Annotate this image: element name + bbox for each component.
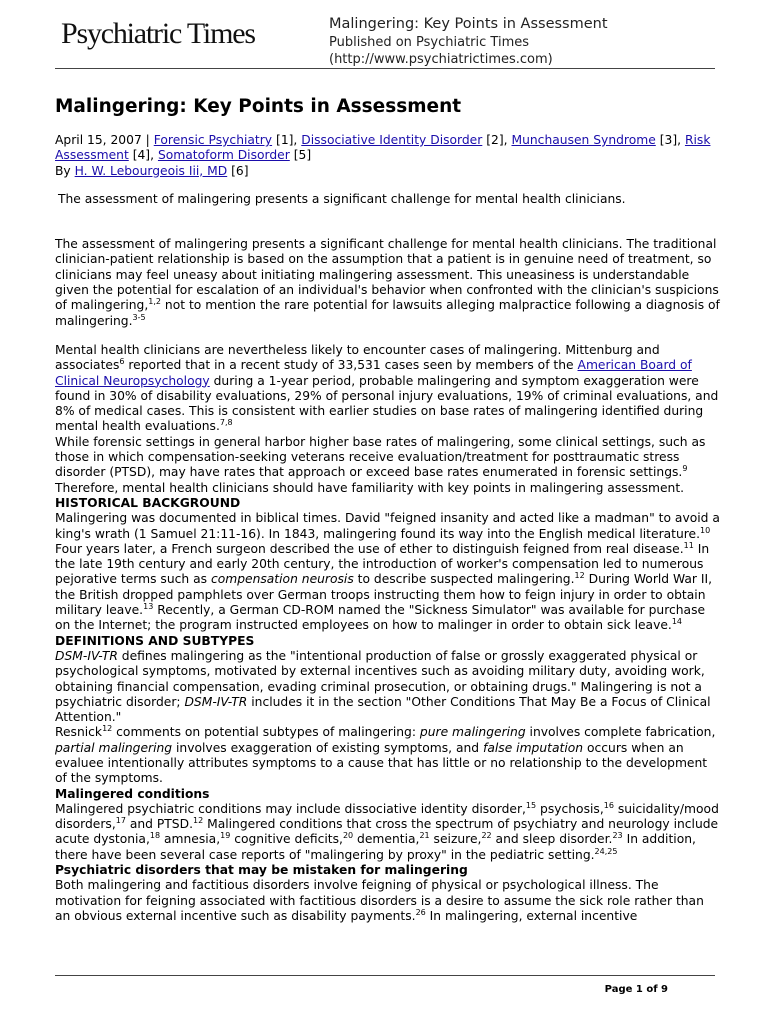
header-title: Malingering: Key Points in Assessment — [329, 16, 608, 32]
category-link-forensic-psychiatry[interactable]: Forensic Psychiatry — [153, 133, 273, 147]
citation: 18 — [149, 831, 161, 841]
body-paragraph: Malingered psychiatric conditions may include dissociative identity disorder,$^{15}$ psychosis,$^{16}$ suicidality/mood disorders,$^{17}$ and PTSD.$^{12}$ Malingered conditions that cross the spectrum of psychiatry and neurology include acute dystonia,$^{18}$ amnesia,$^{19}$ cognitive deficits,$^{20}$ dementia,$^{21}$ seizure,$^{22}$ and sleep disorder.$^{23}$ In addition, there have been several case reports of "malingering by proxy" in the pediatric setting.$^{24,25}$ — [55, 800, 719, 862]
citation: 22 — [481, 831, 492, 841]
site-logo: Psychiatric Times — [61, 17, 255, 50]
citation: 14 — [671, 617, 683, 627]
category-link-munchausen-syndrome[interactable]: Munchausen Syndrome — [511, 133, 656, 147]
category-ref: [4], — [132, 148, 155, 163]
citation: 12 — [192, 816, 204, 826]
body-paragraph: While forensic settings in general harbor higher base rates of malingering, some clinical settings, such as those in which compensation-seeking veterans receive evaluation/treatment for posttraumatic stress disorder (PTSD), may have rates that approach or exceed base rates enumerated in forensic settings.$^9$ Therefore, mental health clinicians should have familiarity with key points in malingering assessment. — [55, 434, 706, 495]
category-ref: [1], — [276, 133, 298, 147]
body-paragraph: Malingering was documented in biblical times. David "feigned insanity and acted like a madman" to avoid a king's wrath (1 Samuel 21:11-16). In 1843, malingering found its way into the English medical literature.$^{10}$ Four years later, a French surgeon described the use of ether to distinguish feigned from real disease.$^{11}$ In the late 19th century and early 20th century, the introduction of worker's compensation led to numerous pejorative terms such as compensation neurosis to describe suspected malingering.$^{12}$ During World War II, the British dropped pamphlets over German troops instructing them how to feign injury in order to obtain military leave.$^{13}$ Recently, a German CD-ROM named the "Sickness Simulator" was available for purchase on the Internet; the program instructed employees on how to malinger in order to obtain sick leave.$^{14}$ — [55, 511, 720, 633]
header-divider — [55, 68, 715, 69]
citation: 21 — [419, 831, 430, 841]
body-paragraph: Resnick$^{12}$ comments on potential subtypes of malingering: pure malingering involves complete fabrication, partial malingering involves exaggeration of existing symptoms, and false imputation occurs when an evaluee intentionally attributes symptoms to a cause that has little or no relationship to the development of the symptoms. — [55, 724, 716, 786]
citation: 19 — [220, 831, 231, 841]
category-ref: [3], — [659, 133, 682, 147]
section-heading-historical: HISTORICAL BACKGROUND — [55, 495, 241, 510]
body-paragraph: DSM-IV-TR defines malingering as the "intentional production of false or grossly exaggerated physical or psychological symptoms, motivated by external incentives such as avoiding military duty, avoiding work, obtaining financial compensation, evading criminal prosecution, or obtaining drugs." Malingering is not a psychiatric disorder; DSM-IV-TR includes it in the section "Other Conditions That May Be a Focus of Clinical Attention." — [55, 648, 711, 725]
citation: 24,25 — [594, 846, 618, 856]
citation: 15 — [525, 800, 537, 810]
citation: 9 — [682, 464, 688, 474]
publication-info — [329, 14, 608, 68]
citation: 13 — [143, 602, 154, 612]
section-heading-definitions: DEFINITIONS AND SUBTYPES — [55, 633, 255, 648]
citation: 10 — [700, 525, 711, 535]
category-link-risk-assessment[interactable]: Risk Assessment — [55, 133, 711, 163]
published-on: Published on Psychiatric Times — [329, 35, 530, 50]
author-link[interactable]: H. W. Lebourgeois Iii, MD — [74, 163, 228, 178]
abcn-link[interactable]: American Board of Clinical Neuropsychology — [55, 358, 692, 388]
site-url: (http://www.psychiatrictimes.com) — [329, 52, 553, 67]
citation: 3-5 — [132, 312, 146, 322]
article-date: April 15, 2007 | — [55, 133, 150, 147]
article-content — [55, 96, 720, 924]
citation: 12 — [102, 724, 113, 734]
citation: 23 — [612, 831, 623, 841]
citation: 1,2 — [148, 297, 161, 307]
body-paragraph: Mental health clinicians are nevertheless likely to encounter cases of malingering. Mittenburg and associates$^6$ reported that in a recent study of 33,531 cases seen by members of the American Board of Clinical Neuropsychology during a 1-year period, probable malingering and symptom exaggeration were found in 30% of disability evaluations, 29% of personal injury evaluations, 19% of criminal evaluations, and 8% of medical cases. This is consistent with earlier studies on base rates of malingering identified during mental health evaluations.$^{7,8}$ — [55, 342, 719, 434]
citation: 11 — [683, 540, 694, 550]
category-ref: [2], — [486, 133, 508, 147]
category-ref: [5] — [293, 148, 312, 163]
citation: 20 — [342, 831, 354, 841]
section-heading-malingered-conditions: Malingered conditions — [55, 786, 210, 801]
citation: 16 — [603, 800, 614, 810]
article-summary: The assessment of malingering presents a significant challenge for mental health clinicians. — [58, 191, 626, 206]
body-paragraph: The assessment of malingering presents a significant challenge for mental health clinicians. The traditional clinician-patient relationship is based on the assumption that a patient is in genuine need of treatment, so clinicians may feel uneasy about initiating malingering assessment. This uneasiness is understandable given the potential for escalation of an individual's behavior when confronted with the clinician's suspicions of malingering,$^{1,2}$ not to mention the rare potential for lawsuits alleging malpractice following a diagnosis of malingering.$^{3-5}$ — [55, 237, 720, 328]
category-link-dissociative-identity-disorder[interactable]: Dissociative Identity Disorder — [301, 133, 483, 147]
article-title: Malingering: Key Points in Assessment — [55, 96, 462, 117]
body-paragraph: Both malingering and factitious disorders involve feigning of physical or psychological illness. The motivation for feigning associated with factitious disorders is a desire to assume the sick role rather than an obvious external incentive such as disability payments.$^{26}$ In malingering, external incentive — [55, 878, 704, 923]
category-link-somatoform-disorder[interactable]: Somatoform Disorder — [157, 148, 290, 163]
citation: 12 — [574, 571, 585, 581]
page-number: Page 1 of 9 — [604, 984, 668, 995]
citation: 7,8 — [219, 418, 233, 428]
section-heading-mistaken: Psychiatric disorders that may be mistaken for malingering — [55, 863, 468, 878]
article-meta — [55, 133, 720, 179]
citation: 17 — [115, 816, 126, 826]
author-ref: [6] — [231, 163, 249, 178]
footer-divider — [55, 975, 715, 976]
citation: 6 — [119, 357, 125, 367]
masthead — [55, 12, 715, 67]
byline-prefix: By — [55, 163, 71, 178]
citation: 26 — [415, 907, 426, 917]
